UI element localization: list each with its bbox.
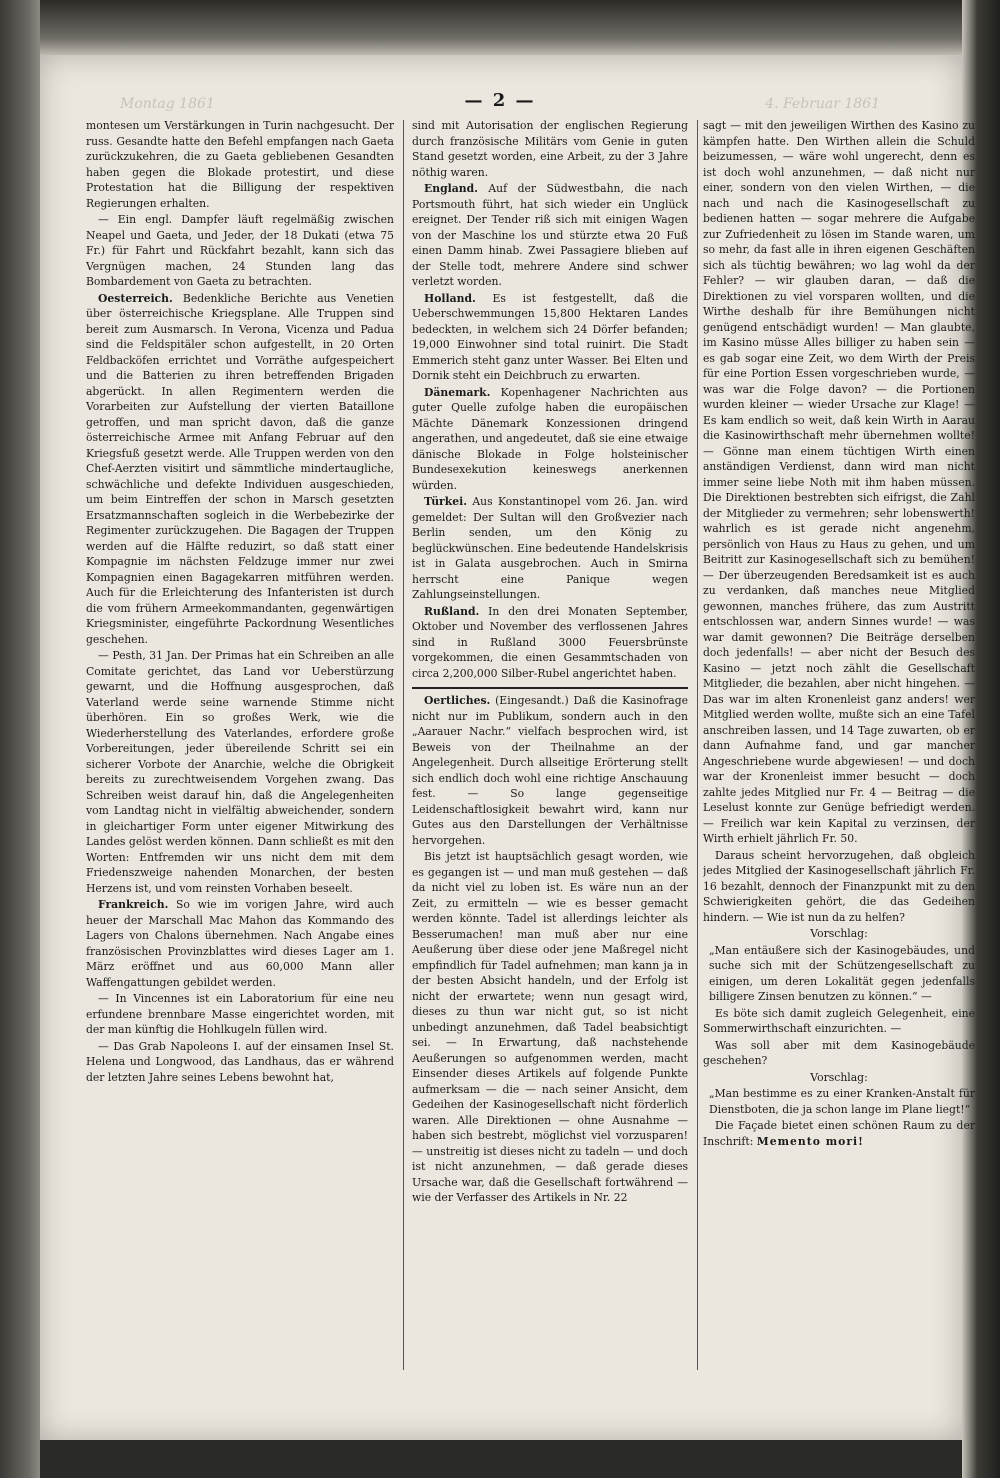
column-rule-2 <box>697 120 698 1370</box>
article-text: Bedenkliche Berichte aus Venetien über österreichische Kriegsplane. Alle Truppen sind bereit zum Ausmarsch. In Verona, Vicenza und Padua sind die Feldspitäler schon aufgestellt, in 20 Orten Feldbacköfen errichtet und Vorräthe aufgespeichert und die Batterien zu ihren betreffenden Brigaden abgerückt. In allen Regimentern werden die Vorarbeiten zur Aufstellung der vierten Bataillone getroffen, und man spricht davon, daß die ganze österreichische Armee mit Anfang Februar auf den Kriegsfuß gesetzt werde. Alle Truppen werden von den Chef-Aerzten visitirt und sämmtliche mindertaugliche, schwächliche und defekte Individuen ausgeschieden, um beim Eintreffen der schon in Marsch gesetzten Ersatzmannschaften sogleich in die Werbebezirke der Regimenter zurückzugehen. Die Bagagen der Truppen werden auf die Hälfte reduzirt, so daß statt einer Kompagnie im nächsten Feldzuge immer nur zwei Kompagnien einen Bagagekarren mitführen werden. Auch für die Erleichterung des Infanteristen ist durch die vom frühern Armeekommandanten, gegenwärtigen Kriegsminister, eingeführte Packordnung Wesentliches geschehen. <box>86 291 394 646</box>
article-paragraph <box>412 494 688 603</box>
article-paragraph <box>412 291 688 384</box>
article-paragraph: Was soll aber mit dem Kasinogebäude geschehen? <box>703 1038 975 1067</box>
article-text: Kopenhagener Nachrichten aus guter Quelle zufolge haben die europäischen Mächte Dänemark Konzessionen dringend angerathen, und angedeutet, daß sie eine etwaige dänische Blokade in Folge holsteinischer Bundesexekution keineswegs anerkennen würden. <box>412 385 688 492</box>
top-page-edge <box>40 0 962 55</box>
article-paragraph: sagt — mit den jeweiligen Wirthen des Kasino zu kämpfen hatte. Den Wirthen allein die Schuld beizumessen, — wäre wohl ungerecht, denn es ist doch wohl anzunehmen, — daß nicht nur einer, sondern von den vielen Wirthen, — die nach und nach die Kasinogesellschaft zu bedienen hatten — sogar mehrere die Aufgabe zur Zufriedenheit zu lösen im Stande waren, um so mehr, da fast alle in ihren eigenen Geschäften sich als tüchtig bewähren; wo lag wohl da der Fehler? — wir glauben daran, — daß die Direktionen zu viel vorsparen wollten, und die Wirthe deshalb für ihre Bemühungen nicht genügend entschädigt wurden! — Man glaubte, im Kasino müsse Alles billiger zu haben sein — es gab sogar eine Zeit, wo dem Wirth der Preis für eine Portion Essen vorgeschrieben wurde, — was war die Folge davon? — die Portionen wurden kleiner — wieder Ursache zur Klage! — Es kam endlich so weit, daß kein Wirth in Aarau die Kasinowirthschaft mehr übernehmen wollte! — Gönne man einem tüchtigen Wirth einen anständigen Verdienst, dann wird man nicht immer seine liebe Noth mit ihm haben müssen. Die Direktionen bestrebten sich eifrigst, die Zahl der Mitglieder zu vermehren; sehr lobenswerth! wahrlich es ist gerade nicht angenehm, persönlich von Haus zu Haus zu gehen, und um Beitritt zur Kasinogesellschaft sich zu bemühen! — Der überzeugenden Beredsamkeit ist es auch zu verdanken, daß manches neue Mitglied gewonnen, manches frühere, das zum Austritt entschlossen war, andern Sinnes wurde! — was war damit gewonnen? Die Beiträge derselben doch jedenfalls! — aber nicht der Besuch des Kasino — jetzt noch zählt die Gesellschaft Mitglieder, die bezahlen, aber nicht hingehen. — Das war im alten Kronenleist ganz anders! wer Mitglied werden wollte, mußte sich an eine Tafel anschreiben lassen, und 14 Tage zuwarten, ob er dann Aufnahme fand, und gar mancher Angeschriebene wurde abgewiesen! — und doch war der Kronenleist immer besucht — doch zahlte jedes Mitglied nur Fr. 4 — Beitrag — die Leselust konnte zur Genüge befriedigt werden. — Freilich war kein Kapital zu verzinsen, der Wirth erhielt jährlich Fr. 50. <box>703 119 975 845</box>
article-paragraph: Es böte sich damit zugleich Gelegenheit, eine Sommerwirthschaft einzurichten. — <box>703 1006 975 1035</box>
article-paragraph <box>412 604 688 682</box>
ghost-header-left: Montag 1861 <box>120 96 215 112</box>
article-text: (Eingesandt.) Daß die Kasinofrage nicht nur im Publikum, sondern auch in den „Aarauer Nachr.“ vielfach besprochen wird, ist Beweis von der Theilnahme an der Angelegenheit. Durch allseitige Erörterung stellt sich endlich doch wohl eine richtige Anschauung fest. — So lange gegenseitige Leidenschaftlosigkeit bewahrt wird, kann nur Gutes aus den Darstellungen der Verhältnisse hervorgehen. <box>412 694 688 847</box>
proposal-text: „Man entäußere sich der Kasinogebäudes, und suche sich mit der Schützengesellschaft zu einigen, um deren Lokalität gegen jedenfalls billigere Zinsen benutzen zu können.“ — <box>709 943 975 1003</box>
article-paragraph <box>412 181 688 290</box>
article-paragraph: montesen um Verstärkungen in Turin nachgesucht. Der russ. Gesandte hatte den Befehl empfangen nach Gaeta zurückzukehren, die zu Gaeta gebliebenen Gesandten haben gegen die Blokade protestirt, und diese Protestation hat die Billigung der respektiven Regierungen erhalten. <box>86 119 394 210</box>
article-paragraph: Daraus scheint hervorzugehen, daß obgleich jedes Mitglied der Kasinogesellschaft jährlich Fr. 16 bezahlt, dennoch der Finanzpunkt mit zu den Schwierigkeiten gehört, die das Gedeihen hindern. — Wie ist nun da zu helfen? <box>703 848 975 924</box>
section-heading-oesterreich: Oesterreich. <box>98 291 173 305</box>
proposal-label: Vorschlag: <box>810 927 868 940</box>
article-text: Auf der Südwestbahn, die nach Portsmouth führt, hat sich wieder ein Unglück ereignet. Der Tender riß sich mit einigen Wagen von der Maschine los und stürzte etwa 20 Fuß einen Damm hinab. Zwei Passagiere blieben auf der Stelle todt, mehrere Andere sind schwer verletzt worden. <box>412 182 688 288</box>
article-text: Aus Konstantinopel vom 26. Jan. wird gemeldet: Der Sultan will den Großvezier nach Berlin senden, um den König zu beglückwünschen. Eine bedeutende Handelskrisis ist in Galata ausgebrochen. Auch in Smirna herrscht eine Panique wegen Zahlungseinstellungen. <box>412 495 688 601</box>
section-heading-holland: Holland. <box>424 291 476 305</box>
article-paragraph: sind mit Autorisation der englischen Regierung durch französische Militärs vom Genie in guten Stand gesetzt worden, eine Arbeit, zu der 3 Jahre nöthig waren. <box>412 119 688 179</box>
column-3 <box>703 118 975 1378</box>
article-paragraph: — Pesth, 31 Jan. Der Primas hat ein Schreiben an alle Comitate gerichtet, das Land vor Ueberstürzung gewarnt, und die Hoffnung ausgesprochen, daß Vaterland werde seine warnende Stimme nicht überhören. Ein so großes Werk, wie die Wiederherstellung des Vaterlandes, erfordere große Vorbereitungen, jeder übereilende Schritt sei ein sicherer Vorbote der Anarchie, welche die Obrigkeit bereits zu zurechtweisendem Vorgehen zwang. Das Schreiben weist darauf hin, daß die Angelegenheiten vom Landtag nicht in vielfältig abweichender, sondern in gleichartiger Form unter eigener Mitwirkung des Landes gelöst werden können. Dann schließt es mit den Worten: Entfremden wir uns nicht dem mit dem Friedenszweige nahenden Monarchen, der besten Herzens ist, und vom reinsten Vorhaben beseelt. <box>86 649 394 895</box>
column-rule-1 <box>403 120 404 1370</box>
section-heading-frankreich: Frankreich. <box>98 898 169 911</box>
proposal-text: „Man bestimme es zu einer Kranken-Anstalt für Dienstboten, die ja schon lange im Plane liegt!“ <box>709 1087 975 1116</box>
article-text: So wie im vorigen Jahre, wird auch heuer der Marschall Mac Mahon das Kommando des Lagers von Chalons übernehmen. Nach Angabe eines französischen Provinzblattes wird dieses Lager am 1. März eröffnet und aus 60,000 Mann aller Waffengattungen gebildet werden. <box>86 898 394 989</box>
article-paragraph <box>86 291 394 648</box>
article-paragraph <box>86 897 394 990</box>
inscription-motto: Memento mori! <box>756 1134 864 1148</box>
article-paragraph <box>412 385 688 494</box>
column-1 <box>86 118 394 1378</box>
left-page-edge <box>0 0 40 1478</box>
article-paragraph: — Ein engl. Dampfer läuft regelmäßig zwischen Neapel und Gaeta, und Jeder, der 18 Dukati (etwa 75 Fr.) für Fahrt und Rückfahrt bezahlt, kann sich das Vergnügen machen, 24 Stunden lang das Bombardement von Gaeta zu betrachten. <box>86 213 394 288</box>
article-paragraph <box>412 693 688 848</box>
section-heading-oertliches: Oertliches. <box>424 694 491 707</box>
article-paragraph: Bis jetzt ist hauptsächlich gesagt worden, wie es gegangen ist — und man muß gestehen — daß da nicht viel zu loben ist. Es wäre nun an der Zeit, zu ermitteln — wie es besser gemacht werden könnte. Tadel ist allerdings leichter als Besserumachen! man muß aber nur eine Aeußerung über diese oder jene Maßregel nicht empfindlich für Tadel aufnehmen; man kann ja in der besten Absicht handeln, und der Erfolg ist nicht der erwartete; wenn nun gesagt wird, dieses zu thun war nicht gut, so ist nicht unbedingt anzunehmen, daß Tadel beabsichtigt sei. — In Erwartung, daß nachstehende Aeußerungen so aufgenommen werden, macht Einsender dieses Artikels auf folgende Punkte aufmerksam — die — nach seiner Ansicht, dem Gedeihen der Kasinogesellschaft nicht förderlich waren. Alle Direktionen — ohne Ausnahme — haben sich bestrebt, möglichst viel vorzusparen! — unstreitig ist dieses nicht zu tadeln — und doch ist nicht anzunehmen, — daß gerade dieses Ursache war, daß die Gesellschaft fortwährend — wie der Verfasser des Artikels in Nr. 22 <box>412 850 688 1204</box>
page-number: — 2 — <box>464 90 536 111</box>
section-heading-daenemark: Dänemark. <box>424 385 491 399</box>
section-divider <box>412 687 688 689</box>
article-text: In den drei Monaten September, Oktober und November des verflossenen Jahres sind in Rußland 3000 Feuersbrünste vorgekommen, die einen Gesammtschaden von circa 2,200,000 Silber-Rubel angerichtet haben. <box>412 604 688 680</box>
article-paragraph <box>703 1118 975 1149</box>
proposal-label: Vorschlag: <box>810 1070 868 1084</box>
article-text: Es ist festgestellt, daß die Ueberschwemmungen 15,800 Hektaren Landes bedeckten, in welchem sich 24 Dörfer befanden; 19,000 Einwohner sind total ruinirt. Die Stadt Emmerich steht ganz unter Wasser. Bei Elten und Dornik steht ein Deichbruch zu erwarten. <box>412 291 688 382</box>
section-heading-england: England. <box>424 182 478 195</box>
article-paragraph: — In Vincennes ist ein Laboratorium für eine neu erfundene brennbare Masse eingerichtet worden, mit der man künftig die Hohlkugeln füllen wird. <box>86 992 394 1036</box>
article-text: Die Façade bietet einen schönen Raum zu der Inschrift: <box>703 1119 975 1148</box>
article-paragraph: — Das Grab Napoleons I. auf der einsamen Insel St. Helena und Longwood, das Landhaus, das er während der letzten Jahre seines Lebens bewohnt hat, <box>86 1039 394 1084</box>
section-heading-russland: Rußland. <box>424 604 480 618</box>
column-2 <box>412 118 688 1378</box>
ghost-header-right: 4. Februar 1861 <box>765 96 880 112</box>
section-heading-tuerkei: Türkei. <box>424 495 467 508</box>
